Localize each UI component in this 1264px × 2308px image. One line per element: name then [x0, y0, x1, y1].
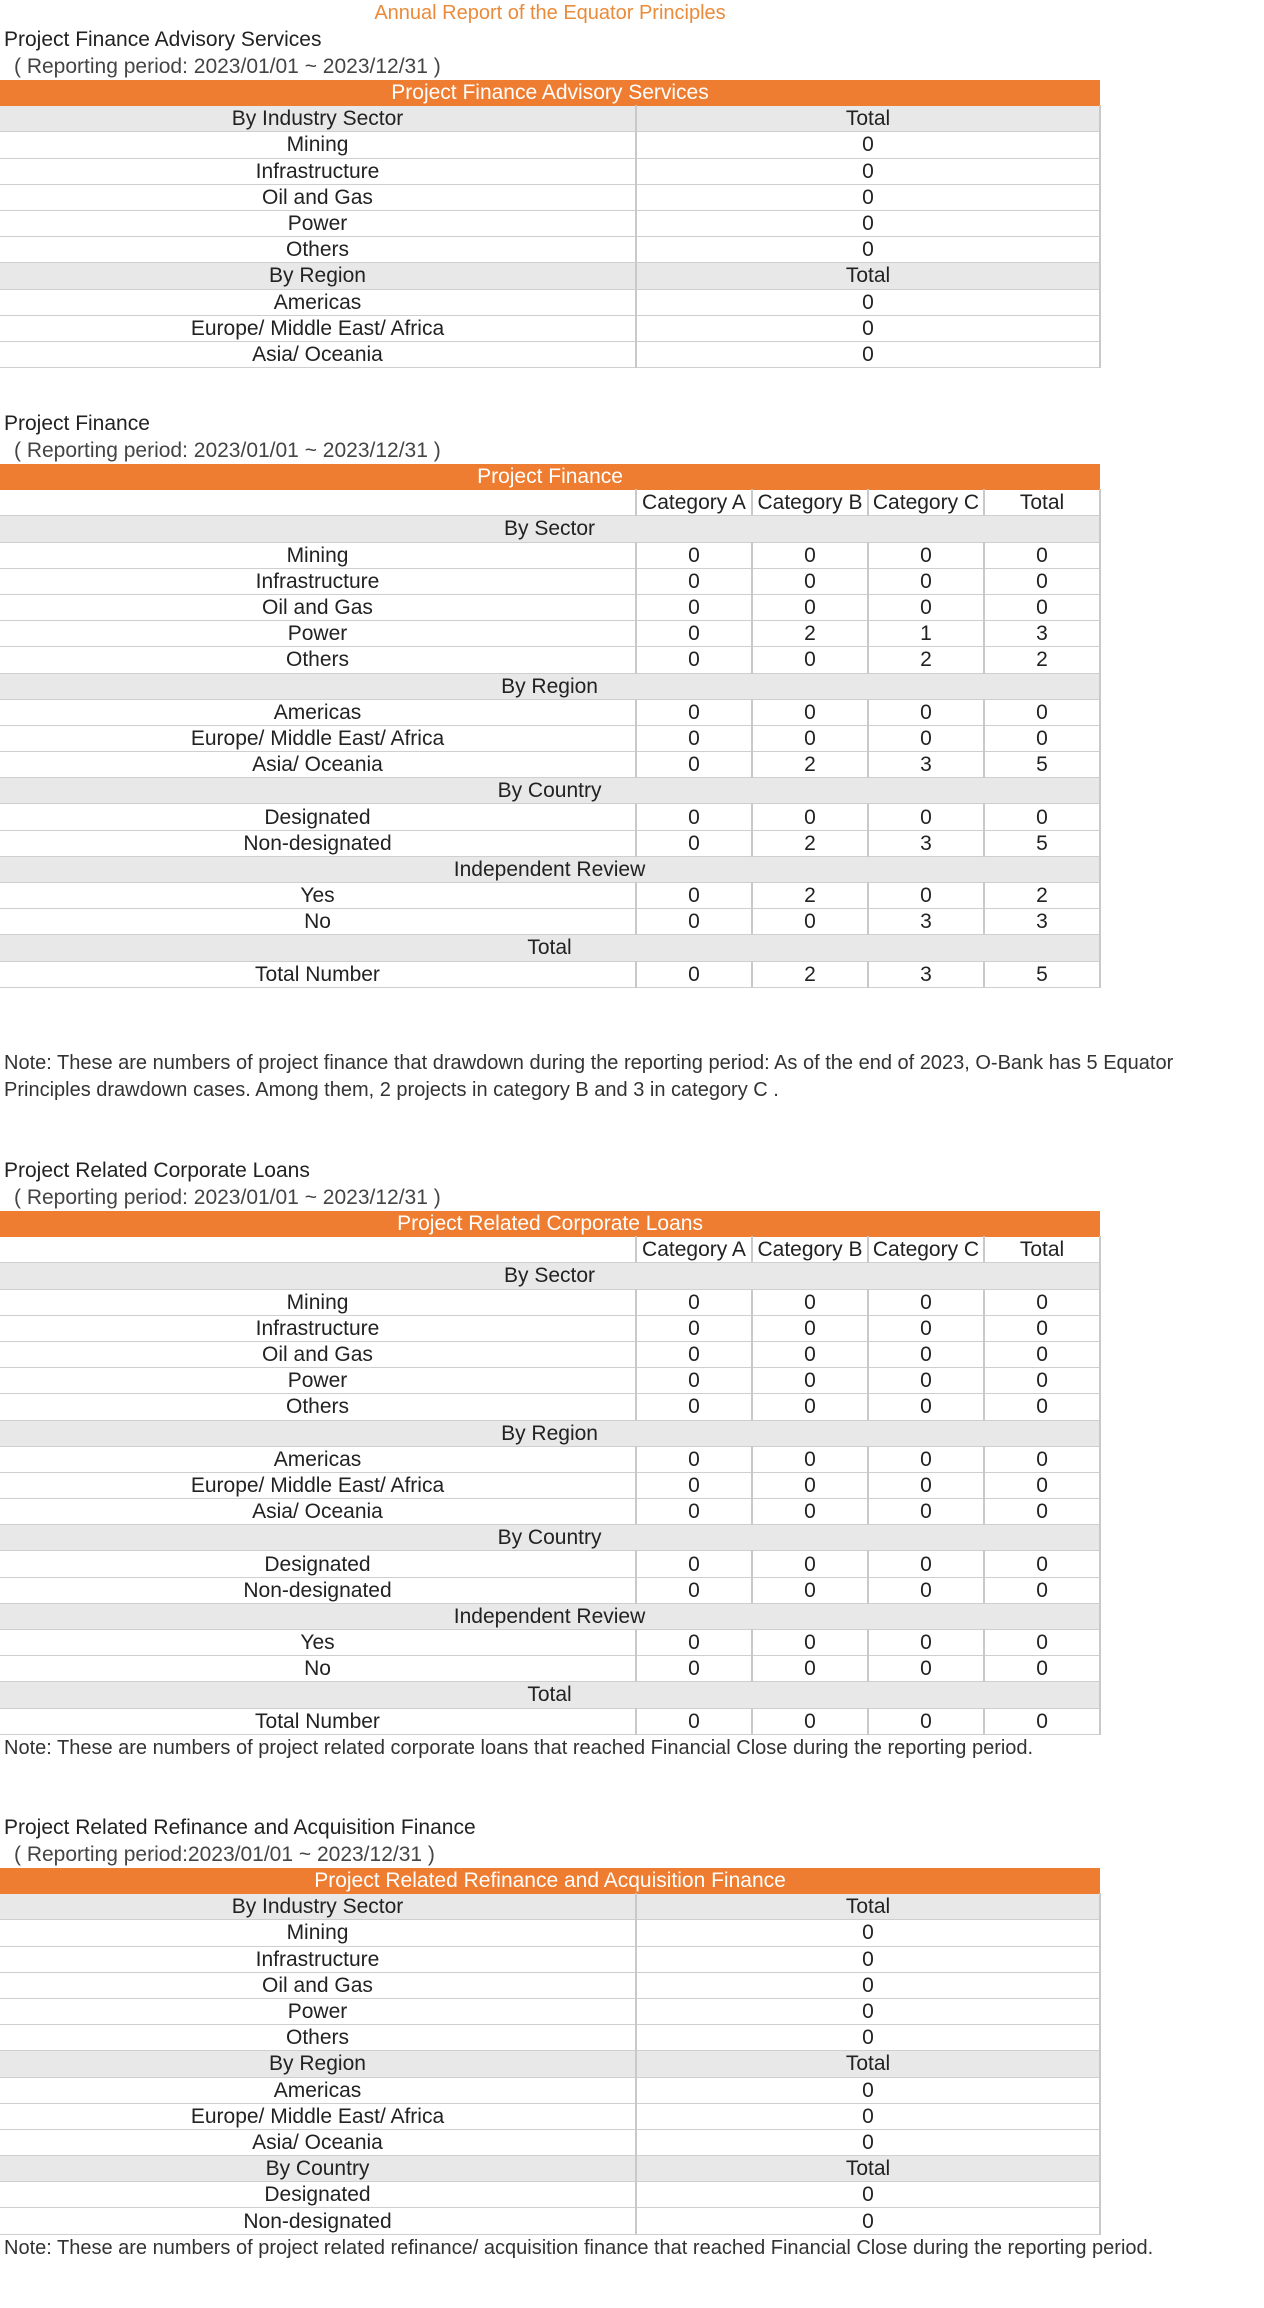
row-label: Mining — [0, 132, 636, 158]
row-value: 0 — [984, 1656, 1100, 1682]
group-row — [0, 1603, 1100, 1629]
group-row — [0, 2051, 1100, 2077]
row-value: 5 — [984, 752, 1100, 778]
row-label: Infrastructure — [0, 568, 636, 594]
table-row — [0, 1289, 1100, 1315]
column-header: Category B — [752, 490, 868, 516]
table-header — [0, 1211, 1100, 1237]
group-label: Total — [0, 1682, 1100, 1708]
row-total: 0 — [636, 184, 1100, 210]
row-value: 5 — [984, 961, 1100, 987]
table-header-title: Project Related Corporate Loans — [0, 1211, 1100, 1237]
row-label: Mining — [0, 542, 636, 568]
row-value: 0 — [636, 1446, 752, 1472]
row-value: 0 — [752, 647, 868, 673]
table-row — [0, 184, 1100, 210]
row-value: 0 — [752, 1315, 868, 1341]
refinance-note: Note: These are numbers of project related refinance/ acquisition finance that reached Financial Close during the reporting period. — [4, 2236, 1154, 2259]
row-label: Others — [0, 647, 636, 673]
table-row — [0, 2182, 1100, 2208]
row-value: 0 — [868, 1577, 984, 1603]
table-header — [0, 464, 1100, 490]
row-value: 0 — [752, 1551, 868, 1577]
row-total: 0 — [636, 2077, 1100, 2103]
row-value: 0 — [636, 1630, 752, 1656]
row-value: 0 — [752, 1368, 868, 1394]
row-label: Europe/ Middle East/ Africa — [0, 725, 636, 751]
row-value: 0 — [868, 1708, 984, 1734]
table-row — [0, 1972, 1100, 1998]
section-title: Project Related Refinance and Acquisition Finance — [4, 1816, 476, 1839]
row-label: Europe/ Middle East/ Africa — [0, 315, 636, 341]
row-value: 0 — [752, 699, 868, 725]
table-row — [0, 568, 1100, 594]
group-label: By Industry Sector — [0, 106, 636, 132]
row-label: Europe/ Middle East/ Africa — [0, 1472, 636, 1498]
row-value: 0 — [636, 752, 752, 778]
section-title: Project Related Corporate Loans — [4, 1159, 310, 1182]
row-value: 0 — [636, 1289, 752, 1315]
row-label: Designated — [0, 804, 636, 830]
row-label: Others — [0, 2025, 636, 2051]
row-value: 0 — [636, 647, 752, 673]
row-total: 0 — [636, 2129, 1100, 2155]
group-row — [0, 263, 1100, 289]
group-total-header: Total — [636, 2051, 1100, 2077]
report-title: Annual Report of the Equator Principles — [374, 2, 726, 24]
table-row — [0, 1946, 1100, 1972]
row-total: 0 — [636, 1920, 1100, 1946]
group-total-header: Total — [636, 1894, 1100, 1920]
row-value: 0 — [636, 1472, 752, 1498]
row-value: 0 — [984, 542, 1100, 568]
row-label: Non-designated — [0, 2208, 636, 2234]
table-row — [0, 2103, 1100, 2129]
column-header: Total — [984, 490, 1100, 516]
row-total: 0 — [636, 2182, 1100, 2208]
table-row — [0, 621, 1100, 647]
group-label: By Sector — [0, 516, 1100, 542]
row-value: 2 — [984, 647, 1100, 673]
row-label: Yes — [0, 1630, 636, 1656]
table-row — [0, 1920, 1100, 1946]
project-finance-section — [0, 410, 1264, 1104]
row-total: 0 — [636, 237, 1100, 263]
column-header: Category C — [868, 490, 984, 516]
row-label: Americas — [0, 289, 636, 315]
row-value: 0 — [752, 1577, 868, 1603]
refinance-table — [0, 1868, 1101, 2235]
table-row — [0, 1551, 1100, 1577]
row-value: 0 — [984, 804, 1100, 830]
group-label: By Region — [0, 2051, 636, 2077]
row-value: 0 — [984, 1446, 1100, 1472]
group-label: By Country — [0, 778, 1100, 804]
row-value: 0 — [636, 542, 752, 568]
row-label: No — [0, 909, 636, 935]
group-row — [0, 1894, 1100, 1920]
row-value: 0 — [984, 725, 1100, 751]
row-value: 0 — [752, 804, 868, 830]
row-label: Non-designated — [0, 830, 636, 856]
column-header-row — [0, 1237, 1100, 1263]
row-value: 0 — [752, 542, 868, 568]
group-total-header: Total — [636, 106, 1100, 132]
column-header: Category B — [752, 1237, 868, 1263]
row-value: 0 — [752, 909, 868, 935]
row-label: Oil and Gas — [0, 1972, 636, 1998]
row-value: 0 — [984, 1472, 1100, 1498]
table-row — [0, 542, 1100, 568]
row-label: Designated — [0, 2182, 636, 2208]
group-row — [0, 778, 1100, 804]
row-label: Power — [0, 210, 636, 236]
row-label: Power — [0, 621, 636, 647]
row-label: Asia/ Oceania — [0, 341, 636, 367]
row-label: Asia/ Oceania — [0, 1499, 636, 1525]
row-value: 0 — [868, 1394, 984, 1420]
row-total: 0 — [636, 315, 1100, 341]
row-label: Others — [0, 1394, 636, 1420]
row-label: Americas — [0, 699, 636, 725]
table-header-title: Project Related Refinance and Acquisition Finance — [0, 1868, 1100, 1894]
row-label: Total Number — [0, 961, 636, 987]
row-total: 0 — [636, 1972, 1100, 1998]
row-value: 0 — [752, 1708, 868, 1734]
row-label: Asia/ Oceania — [0, 2129, 636, 2155]
table-row — [0, 830, 1100, 856]
group-total-header: Total — [636, 263, 1100, 289]
table-header-title: Project Finance Advisory Services — [0, 80, 1100, 106]
row-value: 0 — [868, 883, 984, 909]
row-value: 0 — [984, 1315, 1100, 1341]
row-label: Infrastructure — [0, 158, 636, 184]
group-row — [0, 673, 1100, 699]
table-header — [0, 80, 1100, 106]
row-value: 3 — [984, 621, 1100, 647]
group-row — [0, 2156, 1100, 2182]
table-row — [0, 1368, 1100, 1394]
row-value: 0 — [636, 830, 752, 856]
row-value: 2 — [868, 647, 984, 673]
row-value: 0 — [868, 1341, 984, 1367]
group-row — [0, 1525, 1100, 1551]
row-label: Total Number — [0, 1708, 636, 1734]
row-value: 3 — [868, 909, 984, 935]
table-row — [0, 725, 1100, 751]
group-row — [0, 106, 1100, 132]
table-row — [0, 2077, 1100, 2103]
row-value: 0 — [636, 621, 752, 647]
row-value: 0 — [984, 1577, 1100, 1603]
row-value: 0 — [868, 1472, 984, 1498]
column-header: Total — [984, 1237, 1100, 1263]
row-value: 2 — [752, 752, 868, 778]
refinance-section — [0, 1814, 1264, 2262]
row-value: 0 — [984, 1394, 1100, 1420]
column-header: Category A — [636, 490, 752, 516]
row-value: 0 — [984, 568, 1100, 594]
row-total: 0 — [636, 2103, 1100, 2129]
reporting-period: ( Reporting period:2023/01/01 ~ 2023/12/31 ) — [14, 1843, 435, 1866]
table-header-title: Project Finance — [0, 464, 1100, 490]
row-value: 0 — [636, 1394, 752, 1420]
group-label: By Sector — [0, 1263, 1100, 1289]
row-label: Asia/ Oceania — [0, 752, 636, 778]
group-label: Total — [0, 935, 1100, 961]
row-label: No — [0, 1656, 636, 1682]
table-row — [0, 315, 1100, 341]
group-row — [0, 1682, 1100, 1708]
row-value: 0 — [984, 1551, 1100, 1577]
row-value: 2 — [752, 621, 868, 647]
table-row — [0, 237, 1100, 263]
row-value: 0 — [752, 1630, 868, 1656]
row-value: 0 — [752, 1394, 868, 1420]
table-row — [0, 2025, 1100, 2051]
row-value: 0 — [984, 594, 1100, 620]
row-value: 2 — [752, 961, 868, 987]
row-label: Non-designated — [0, 1577, 636, 1603]
row-label: Mining — [0, 1289, 636, 1315]
reporting-period: ( Reporting period: 2023/01/01 ~ 2023/12/31 ) — [14, 55, 441, 78]
advisory-section — [0, 26, 1264, 368]
table-row — [0, 341, 1100, 367]
table-row — [0, 210, 1100, 236]
row-label: Designated — [0, 1551, 636, 1577]
advisory-table — [0, 80, 1101, 368]
row-value: 0 — [636, 699, 752, 725]
column-header-blank — [0, 490, 636, 516]
row-value: 5 — [984, 830, 1100, 856]
row-total: 0 — [636, 2208, 1100, 2234]
table-row — [0, 1630, 1100, 1656]
table-row — [0, 1341, 1100, 1367]
row-value: 0 — [752, 1499, 868, 1525]
row-total: 0 — [636, 341, 1100, 367]
row-value: 0 — [636, 1341, 752, 1367]
row-label: Americas — [0, 2077, 636, 2103]
table-row — [0, 1577, 1100, 1603]
group-label: Independent Review — [0, 856, 1100, 882]
row-value: 0 — [984, 699, 1100, 725]
row-label: Infrastructure — [0, 1946, 636, 1972]
row-value: 0 — [752, 1472, 868, 1498]
row-value: 0 — [868, 1368, 984, 1394]
corporate-loans-note: Note: These are numbers of project related corporate loans that reached Financial Close during the reporting period. — [4, 1736, 1034, 1759]
reporting-period: ( Reporting period: 2023/01/01 ~ 2023/12/31 ) — [14, 439, 441, 462]
row-value: 0 — [636, 961, 752, 987]
row-value: 0 — [752, 1656, 868, 1682]
table-row — [0, 2129, 1100, 2155]
table-row — [0, 1656, 1100, 1682]
group-label: By Region — [0, 1420, 1100, 1446]
row-total: 0 — [636, 132, 1100, 158]
row-value: 0 — [984, 1708, 1100, 1734]
table-row — [0, 909, 1100, 935]
row-value: 0 — [636, 594, 752, 620]
row-label: Oil and Gas — [0, 594, 636, 620]
row-value: 0 — [868, 1630, 984, 1656]
row-value: 0 — [984, 1289, 1100, 1315]
row-label: Mining — [0, 1920, 636, 1946]
row-value: 0 — [636, 909, 752, 935]
table-row — [0, 594, 1100, 620]
row-value: 2 — [752, 830, 868, 856]
section-title: Project Finance Advisory Services — [4, 28, 322, 51]
row-value: 0 — [868, 725, 984, 751]
group-label: By Industry Sector — [0, 1894, 636, 1920]
row-value: 0 — [868, 1499, 984, 1525]
row-value: 0 — [636, 1708, 752, 1734]
group-label: Independent Review — [0, 1603, 1100, 1629]
group-row — [0, 516, 1100, 542]
row-total: 0 — [636, 2025, 1100, 2051]
table-row — [0, 1499, 1100, 1525]
table-row — [0, 1446, 1100, 1472]
column-header: Category C — [868, 1237, 984, 1263]
row-value: 0 — [752, 594, 868, 620]
row-label: Yes — [0, 883, 636, 909]
row-value: 3 — [868, 752, 984, 778]
row-total: 0 — [636, 210, 1100, 236]
table-row — [0, 647, 1100, 673]
group-label: By Country — [0, 2156, 636, 2182]
row-value: 0 — [868, 568, 984, 594]
row-value: 0 — [636, 804, 752, 830]
corporate-loans-table — [0, 1211, 1101, 1735]
project-finance-table — [0, 464, 1101, 988]
row-label: Americas — [0, 1446, 636, 1472]
row-value: 0 — [984, 1499, 1100, 1525]
row-label: Power — [0, 1368, 636, 1394]
row-label: Europe/ Middle East/ Africa — [0, 2103, 636, 2129]
row-value: 0 — [636, 1656, 752, 1682]
table-header — [0, 1868, 1100, 1894]
table-row — [0, 2208, 1100, 2234]
row-value: 0 — [636, 883, 752, 909]
table-row — [0, 1472, 1100, 1498]
row-value: 0 — [752, 1289, 868, 1315]
row-value: 2 — [984, 883, 1100, 909]
group-row — [0, 856, 1100, 882]
row-label: Oil and Gas — [0, 184, 636, 210]
row-value: 0 — [868, 699, 984, 725]
table-row — [0, 289, 1100, 315]
row-value: 0 — [636, 568, 752, 594]
group-row — [0, 935, 1100, 961]
row-value: 0 — [752, 568, 868, 594]
corporate-loans-section — [0, 1157, 1264, 1762]
row-value: 0 — [636, 1577, 752, 1603]
row-value: 0 — [868, 804, 984, 830]
row-value: 1 — [868, 621, 984, 647]
group-label: By Region — [0, 673, 1100, 699]
row-value: 0 — [752, 1446, 868, 1472]
row-total: 0 — [636, 289, 1100, 315]
row-value: 0 — [752, 725, 868, 751]
project-finance-note: Note: These are numbers of project finance that drawdown during the reporting period: As of the end of 2023, O-Bank has 5 Equator Principles drawdown cases. Among them, 2 projects in category B and 3 in category C . — [4, 1051, 1174, 1101]
row-value: 0 — [868, 1551, 984, 1577]
row-value: 0 — [868, 594, 984, 620]
table-row — [0, 1708, 1100, 1734]
row-value: 3 — [868, 830, 984, 856]
row-value: 2 — [752, 883, 868, 909]
table-row — [0, 1315, 1100, 1341]
table-row — [0, 1998, 1100, 2024]
group-row — [0, 1420, 1100, 1446]
row-total: 0 — [636, 158, 1100, 184]
reporting-period: ( Reporting period: 2023/01/01 ~ 2023/12/31 ) — [14, 1186, 441, 1209]
table-row — [0, 804, 1100, 830]
table-row — [0, 883, 1100, 909]
group-row — [0, 1263, 1100, 1289]
group-label: By Country — [0, 1525, 1100, 1551]
row-value: 0 — [984, 1630, 1100, 1656]
row-value: 0 — [636, 1315, 752, 1341]
row-value: 0 — [636, 1499, 752, 1525]
group-label: By Region — [0, 263, 636, 289]
row-value: 0 — [636, 725, 752, 751]
row-value: 0 — [868, 1315, 984, 1341]
row-total: 0 — [636, 1946, 1100, 1972]
row-value: 3 — [984, 909, 1100, 935]
group-total-header: Total — [636, 2156, 1100, 2182]
row-value: 3 — [868, 961, 984, 987]
row-label: Infrastructure — [0, 1315, 636, 1341]
table-row — [0, 1394, 1100, 1420]
row-value: 0 — [868, 1656, 984, 1682]
row-value: 0 — [868, 1289, 984, 1315]
column-header-row — [0, 490, 1100, 516]
row-value: 0 — [868, 1446, 984, 1472]
column-header-blank — [0, 1237, 636, 1263]
row-value: 0 — [752, 1341, 868, 1367]
section-title: Project Finance — [4, 412, 150, 435]
row-label: Power — [0, 1998, 636, 2024]
row-value: 0 — [984, 1368, 1100, 1394]
row-value: 0 — [984, 1341, 1100, 1367]
table-row — [0, 158, 1100, 184]
row-label: Others — [0, 237, 636, 263]
row-value: 0 — [868, 542, 984, 568]
table-row — [0, 961, 1100, 987]
table-row — [0, 699, 1100, 725]
row-value: 0 — [636, 1368, 752, 1394]
column-header: Category A — [636, 1237, 752, 1263]
table-row — [0, 752, 1100, 778]
row-label: Oil and Gas — [0, 1341, 636, 1367]
row-total: 0 — [636, 1998, 1100, 2024]
table-row — [0, 132, 1100, 158]
row-value: 0 — [636, 1551, 752, 1577]
